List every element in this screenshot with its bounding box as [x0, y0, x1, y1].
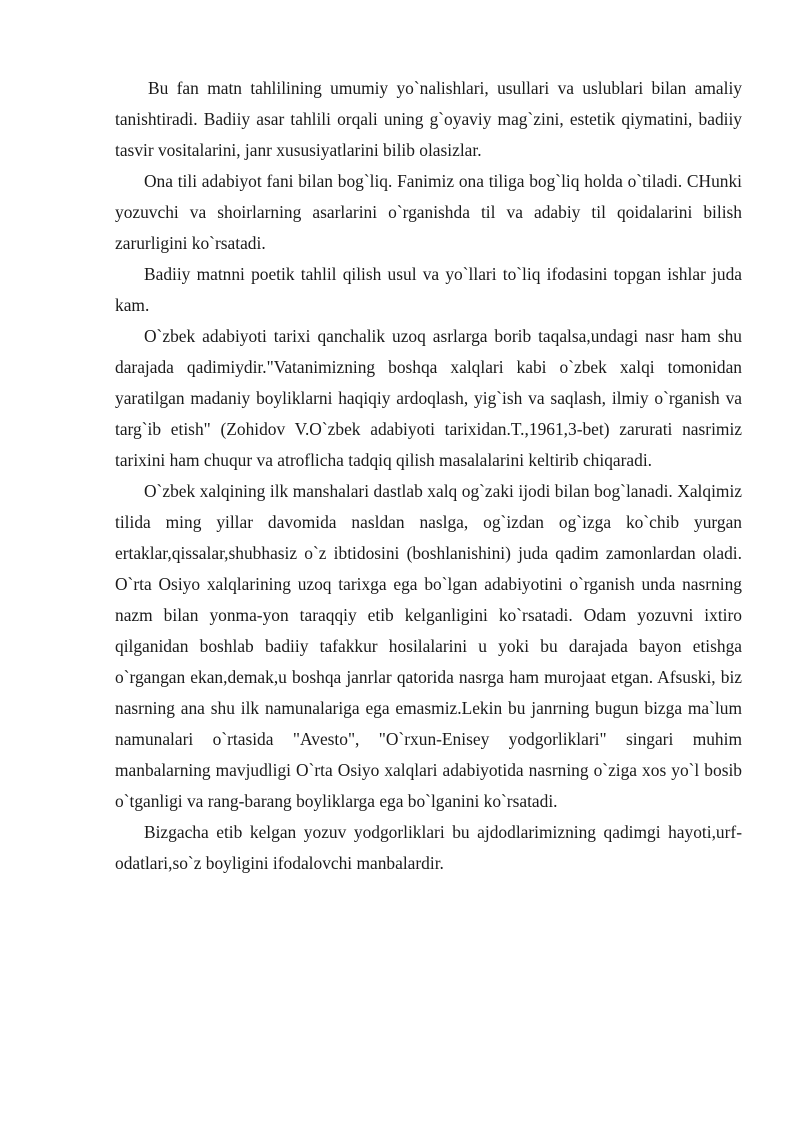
paragraph-5: O`zbek xalqining ilk manshalari dastlab xalq og`zaki ijodi bilan bog`lanadi. Xalqimiz tilida ming yillar davomida nasldan naslga, og`izdan og`izga ko`chib yurgan ertaklar,qissalar,shubhasiz o`z ibtidosini (boshlanishini) juda qadim zamonlardan oladi. O`rta Osiyo xalqlarining uzoq tarixga ega bo`lgan adabiyotini o`rganish unda nasrning nazm bilan yonma-yon taraqqiy etib kelganligini ko`rsatadi. Odam yozuvni ixtiro qilganidan boshlab badiiy tafakkur hosilalarini u yoki bu darajada bayon etishga o`rgangan ekan,demak,u boshqa janrlar qatorida nasrga ham murojaat etgan. Afsuski, biz nasrning ana shu ilk namunalariga ega emasmiz.Lekin bu janrning bugun bizga ma`lum namunalari o`rtasida "Avesto", "O`rxun-Enisey yodgorliklari" singari muhim manbalarning mavjudligi O`rta Osiyo xalqlari adabiyotida nasrning o`ziga xos yo`l bosib o`tganligi va rang-barang boyliklarga ega bo`lganini ko`rsatadi. — [115, 481, 742, 811]
paragraph-3: Badiiy matnni poetik tahlil qilish usul va yo`llari to`liq ifodasini topgan ishlar juda kam. — [115, 264, 742, 315]
paragraph-6: Bizgacha etib kelgan yozuv yodgorliklari bu ajdodlarimizning qadimgi hayoti,urf-odatlari,so`z boyligini ifodalovchi manbalardir. — [115, 822, 742, 873]
paragraph-4: O`zbek adabiyoti tarixi qanchalik uzoq asrlarga borib taqalsa,undagi nasr ham shu darajada qadimiydir."Vatanimizning boshqa xalqlari kabi o`zbek xalqi tomonidan yaratilgan madaniy boyliklarni haqiqiy ardoqlash, yig`ish va saqlash, ilmiy o`rganish va targ`ib etish" (Zohidov V.O`zbek adabiyoti tarixidan.T.,1961,3-bet) zarurati nasrimiz tarixini ham chuqur va atroflicha tadqiq qilish masalalarini keltirib chiqaradi. — [115, 326, 742, 470]
paragraph-2: Ona tili adabiyot fani bilan bog`liq. Fanimiz ona tiliga bog`liq holda o`tiladi. CHunki yozuvchi va shoirlarning asarlarini o`rganishda til va adabiy til qoidalarini bilish zarurligini ko`rsatadi. — [115, 171, 742, 253]
document-body — [115, 73, 742, 879]
paragraph-1: Bu fan matn tahlilining umumiy yo`nalishlari, usullari va uslublari bilan amaliy tanishtiradi. Badiiy asar tahlili orqali uning g`oyaviy mag`zini, estetik qiymatini, badiiy tasvir vositalarini, janr xususiyatlarini bilib olasizlar. — [115, 78, 742, 160]
